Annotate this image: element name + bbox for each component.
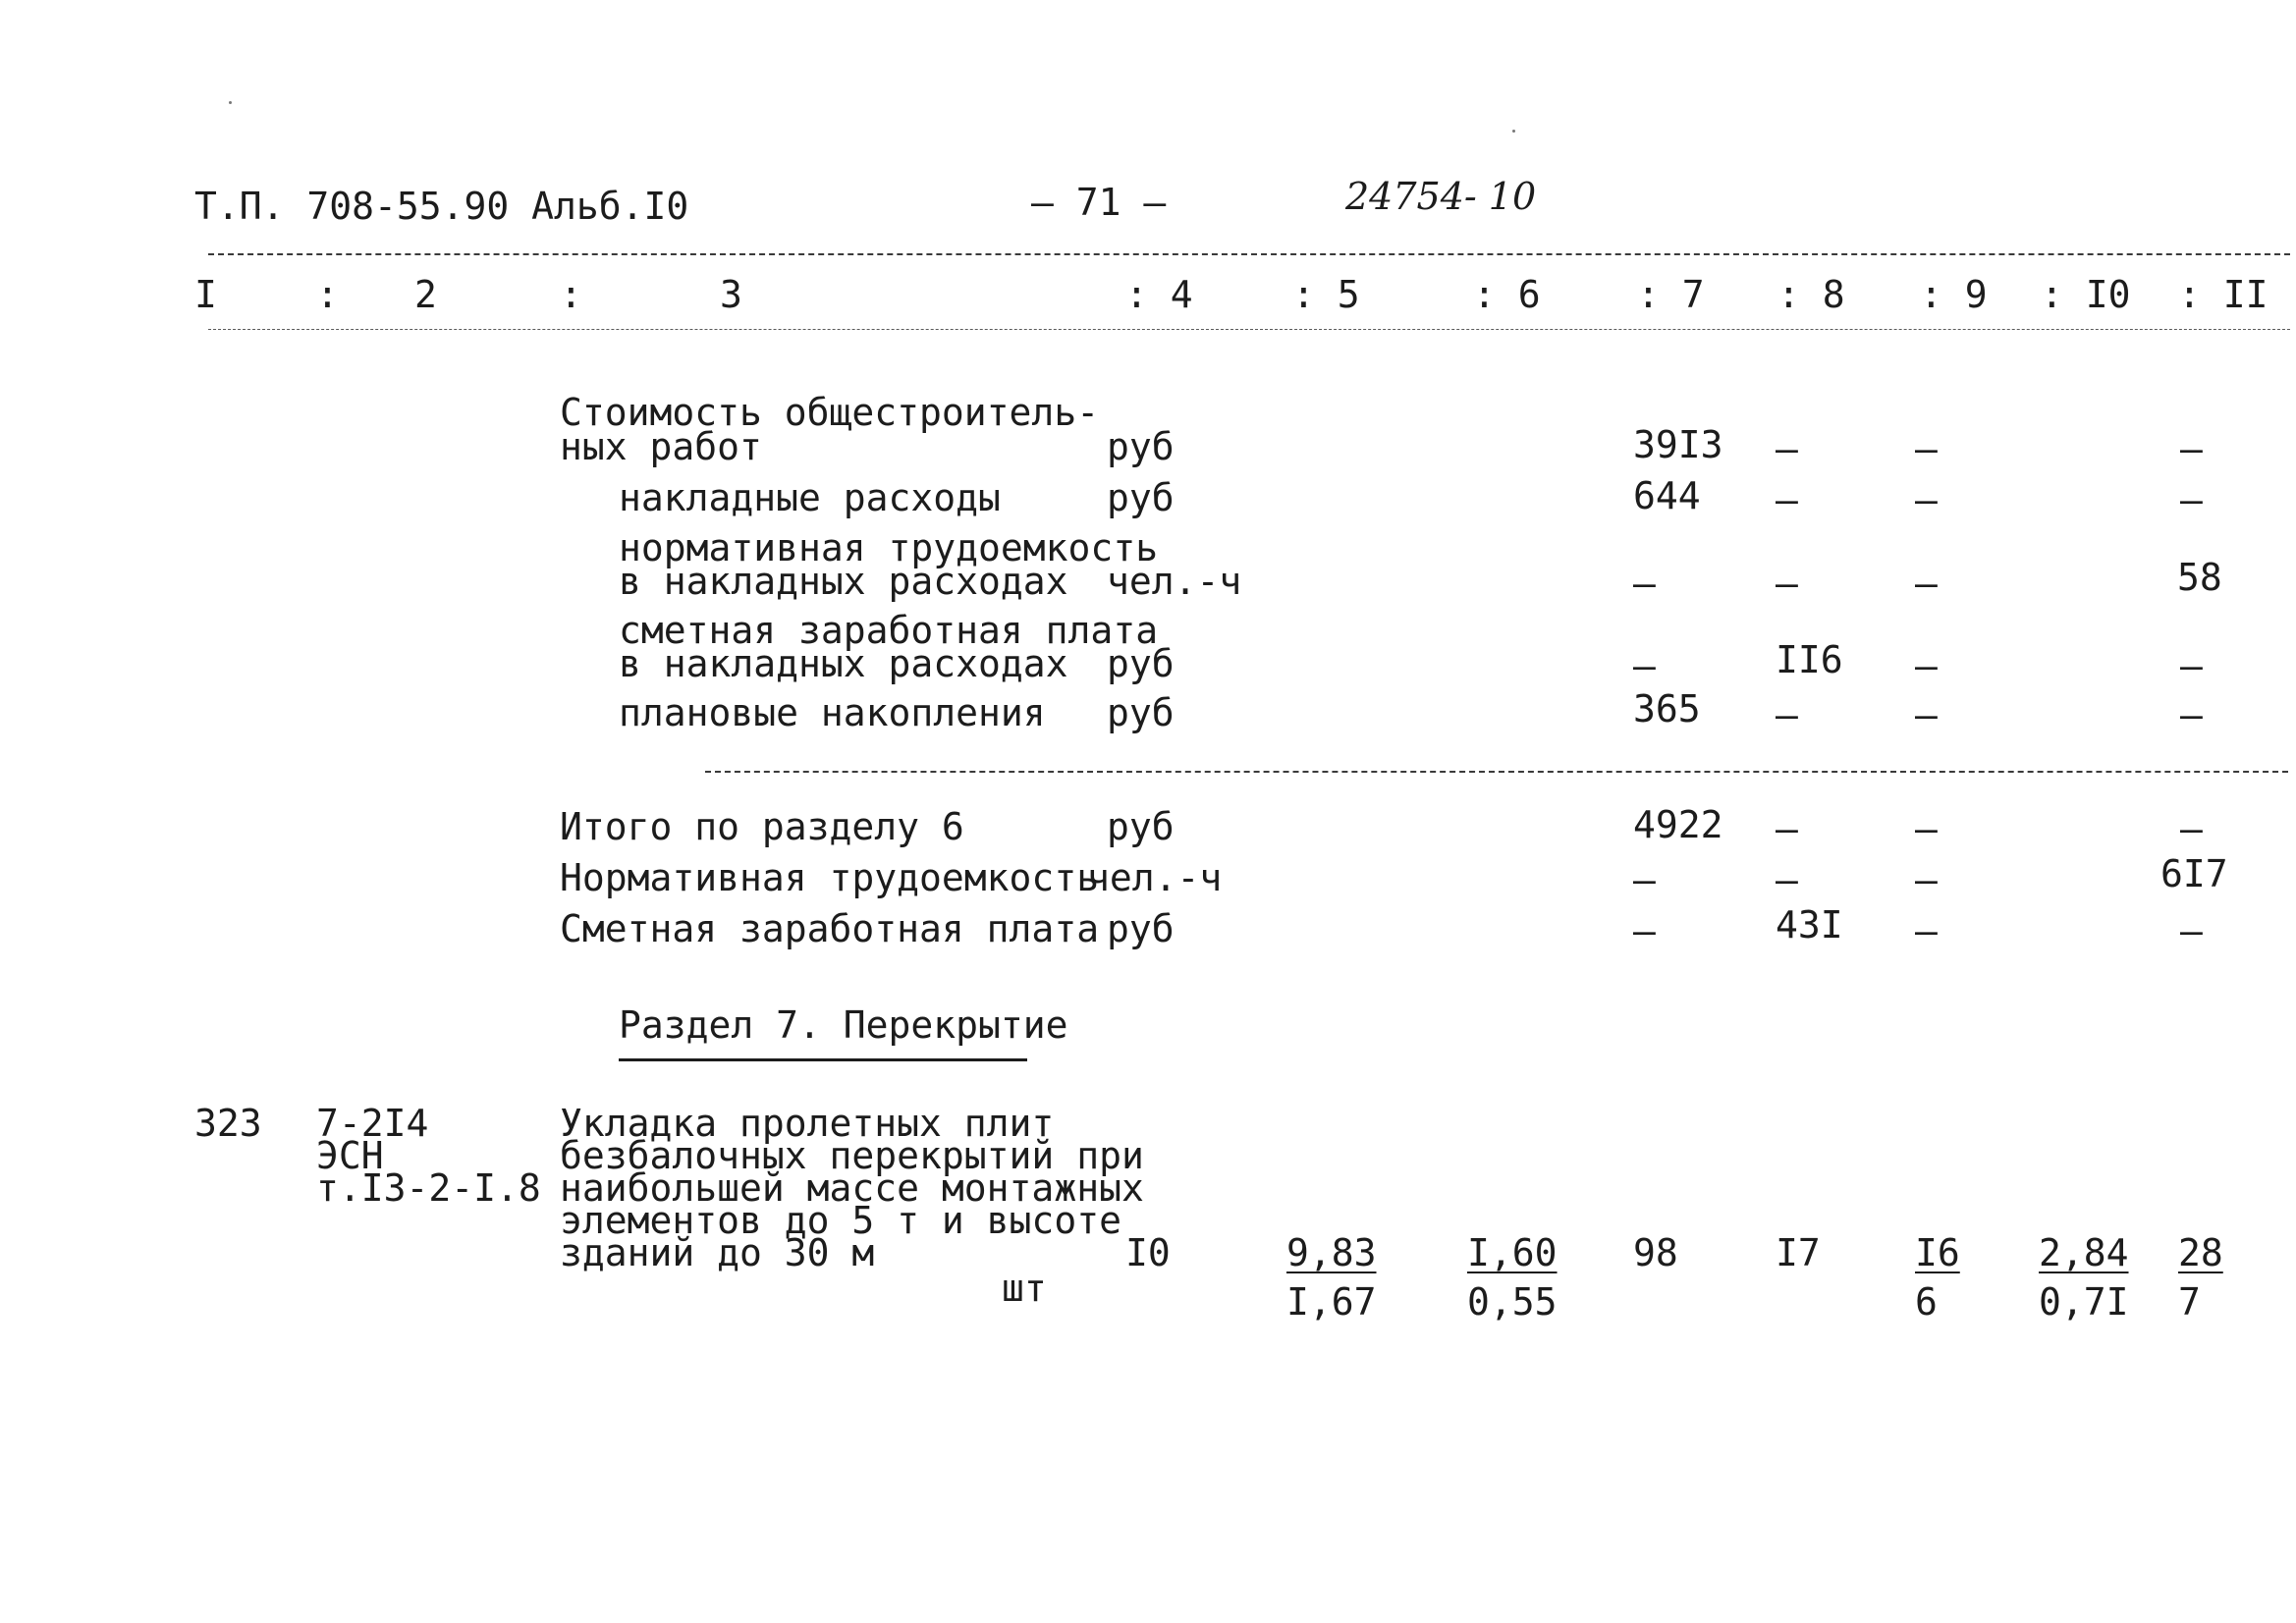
total-label: Итого по разделу 6 xyxy=(560,805,964,848)
total-wage-col11: – xyxy=(2180,909,2203,952)
item-desc-line3: наибольшей массе монтажных xyxy=(560,1166,1144,1210)
column-header-6: : 6 xyxy=(1473,273,1541,316)
column-separator: : xyxy=(560,273,582,316)
item-desc-line2: безбалочных перекрытий при xyxy=(560,1134,1144,1177)
item-col11-top: 28 xyxy=(2178,1231,2223,1274)
overhead-labor-line1: нормативная трудоемкость xyxy=(619,526,1159,569)
overhead-wage-col11: – xyxy=(2180,644,2203,687)
item-col6-bottom: 0,55 xyxy=(1467,1280,1558,1324)
item-col6-top: I,60 xyxy=(1467,1231,1558,1274)
item-col4: I0 xyxy=(1125,1231,1171,1274)
planned-savings-col7: 365 xyxy=(1633,687,1701,730)
overhead-wage-col8: II6 xyxy=(1776,638,1843,681)
column-header-9: : 9 xyxy=(1920,273,1988,316)
item-col10-top: 2,84 xyxy=(2039,1231,2129,1274)
header-bottom-rule xyxy=(208,329,2290,330)
column-header-5: : 5 xyxy=(1292,273,1360,316)
item-col7: 98 xyxy=(1633,1231,1678,1274)
overhead-col9: – xyxy=(1915,478,1938,521)
section7-title: Раздел 7. Перекрытие xyxy=(619,1003,1068,1047)
overhead-labor-col9: – xyxy=(1915,562,1938,605)
total-labor-label: Нормативная трудоемкость xyxy=(560,856,1100,899)
scan-speck xyxy=(229,101,232,104)
column-separator: : xyxy=(316,273,339,316)
item-col9-top: I6 xyxy=(1915,1231,1960,1274)
column-header-11: : II xyxy=(2178,273,2269,316)
column-header-8: : 8 xyxy=(1777,273,1845,316)
item-col10-bottom: 0,7I xyxy=(2039,1280,2129,1324)
total-wage-col8: 43I xyxy=(1776,903,1843,947)
total-col11: – xyxy=(2180,807,2203,850)
overhead-wage-line2: в накладных расходах xyxy=(619,642,1068,685)
overhead-labor-unit: чел.-ч xyxy=(1107,560,1242,603)
column-header-7: : 7 xyxy=(1637,273,1705,316)
planned-savings-unit: руб xyxy=(1107,691,1175,734)
cost-label-line2: ных работ xyxy=(560,425,762,468)
handwritten-code: 24754- 10 xyxy=(1345,175,1537,218)
page-number: – 71 – xyxy=(1031,181,1167,224)
total-wage-col9: – xyxy=(1915,909,1938,952)
item-col9-bottom: 6 xyxy=(1915,1280,1938,1324)
overhead-unit: руб xyxy=(1107,476,1175,519)
overhead-labor-line2: в накладных расходах xyxy=(619,560,1068,603)
item-col5-top: 9,83 xyxy=(1286,1231,1377,1274)
column-header-2: 2 xyxy=(414,273,437,316)
total-col9: – xyxy=(1915,807,1938,850)
item-col11-bottom: 7 xyxy=(2178,1280,2201,1324)
overhead-wage-unit: руб xyxy=(1107,642,1175,685)
item-col5-bottom: I,67 xyxy=(1286,1280,1377,1324)
overhead-col8: – xyxy=(1776,478,1798,521)
section7-title-underline xyxy=(619,1058,1027,1061)
column-header-3: 3 xyxy=(720,273,742,316)
planned-savings-label: плановые накопления xyxy=(619,691,1046,734)
item-desc-line5: зданий до 30 м xyxy=(560,1231,875,1274)
total-col8: – xyxy=(1776,807,1798,850)
total-labor-col9: – xyxy=(1915,858,1938,901)
cost-col11: – xyxy=(2180,427,2203,470)
cost-label-line1: Стоимость общестроитель- xyxy=(560,391,1100,434)
column-header-10: : I0 xyxy=(2041,273,2131,316)
total-labor-col11: 6I7 xyxy=(2160,852,2228,895)
cost-col8: – xyxy=(1776,427,1798,470)
planned-savings-col8: – xyxy=(1776,693,1798,736)
item-col8: I7 xyxy=(1776,1231,1821,1274)
item-number: 323 xyxy=(194,1102,262,1145)
header-top-rule xyxy=(208,253,2290,255)
cost-col7: 39I3 xyxy=(1633,423,1723,466)
total-unit: руб xyxy=(1107,805,1175,848)
total-labor-col7: – xyxy=(1633,858,1656,901)
overhead-labor-col11: 58 xyxy=(2177,556,2222,599)
column-header-4: : 4 xyxy=(1125,273,1193,316)
item-code-line1: 7-2I4 xyxy=(316,1102,429,1145)
item-unit: шт xyxy=(1002,1267,1047,1310)
item-desc-line1: Укладка пролетных плит xyxy=(560,1102,1055,1145)
total-wage-unit: руб xyxy=(1107,907,1175,950)
column-header-1: I xyxy=(194,273,217,316)
document-reference: Т.П. 708-55.90 Альб.I0 xyxy=(194,185,689,228)
total-labor-unit: чел.-ч xyxy=(1087,856,1223,899)
total-wage-label: Сметная заработная плата xyxy=(560,907,1100,950)
total-labor-col8: – xyxy=(1776,858,1798,901)
overhead-col11: – xyxy=(2180,478,2203,521)
overhead-wage-col9: – xyxy=(1915,644,1938,687)
overhead-col7: 644 xyxy=(1633,474,1701,517)
overhead-labor-col8: – xyxy=(1776,562,1798,605)
total-col7: 4922 xyxy=(1633,803,1723,846)
cost-unit: руб xyxy=(1107,425,1175,468)
cost-col9: – xyxy=(1915,427,1938,470)
item-code-line2: ЭСН xyxy=(316,1134,384,1177)
total-wage-col7: – xyxy=(1633,909,1656,952)
planned-savings-col11: – xyxy=(2180,693,2203,736)
overhead-wage-line1: сметная заработная плата xyxy=(619,609,1159,652)
section-total-rule xyxy=(705,771,2288,773)
overhead-wage-col7: – xyxy=(1633,644,1656,687)
overhead-labor-col7: – xyxy=(1633,562,1656,605)
overhead-label: накладные расходы xyxy=(619,476,1001,519)
item-code-line3: т.I3-2-I.8 xyxy=(316,1166,541,1210)
item-desc-line4: элементов до 5 т и высоте xyxy=(560,1199,1121,1242)
scan-speck xyxy=(1512,130,1515,133)
planned-savings-col9: – xyxy=(1915,693,1938,736)
